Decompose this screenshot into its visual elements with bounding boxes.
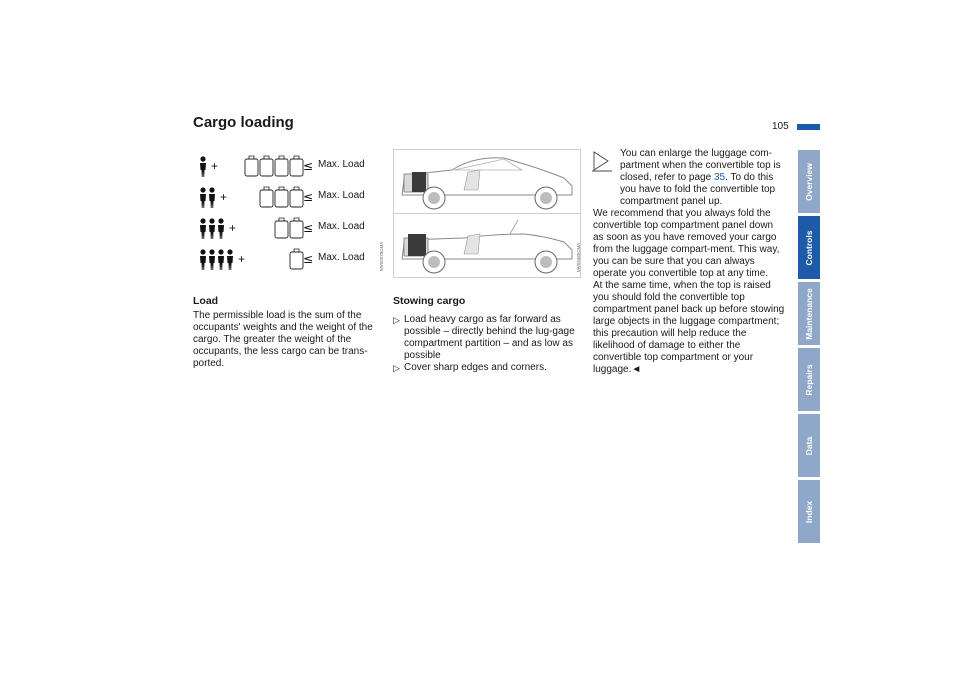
list-item <box>393 314 583 362</box>
max-load-label: Max. Load <box>318 221 365 232</box>
tab-label: Index <box>804 500 814 523</box>
occupants-luggage-graphic <box>193 153 313 179</box>
image-code: MV02078CMA <box>379 241 384 271</box>
image-code: MV03485CMA <box>576 242 581 272</box>
person-icon <box>209 249 215 270</box>
note-paragraph <box>593 148 785 208</box>
person-icon <box>209 187 215 208</box>
load-row <box>193 246 376 274</box>
less-equal-sign: ≤ <box>303 252 313 266</box>
load-row <box>193 153 376 181</box>
less-equal-sign: ≤ <box>303 159 313 173</box>
plus-sign: + <box>220 190 228 204</box>
load-row <box>193 184 376 212</box>
tab-label: Overview <box>804 162 814 201</box>
luggage-icon <box>275 159 288 176</box>
person-icon <box>200 156 206 177</box>
less-equal-sign: ≤ <box>303 190 313 204</box>
occupants-luggage-graphic <box>193 184 313 210</box>
triangle-bullet-icon: ▷ <box>393 315 400 325</box>
side-tabs <box>798 150 820 546</box>
plus-sign: + <box>238 252 246 266</box>
max-load-label: Max. Load <box>318 159 365 170</box>
note-paragraph: We recommend that you always fold the convertible top compartment panel down as soon as you have removed your cargo from the luggage compart-ment. This way, you can be sure that you can always operate you convertible top at any time. <box>593 208 780 279</box>
plus-sign: + <box>229 221 237 235</box>
tab-label: Repairs <box>804 363 814 396</box>
tab-index[interactable] <box>798 480 820 543</box>
luggage-icon <box>290 221 303 238</box>
luggage-icon <box>275 190 288 207</box>
page-marker <box>797 124 820 130</box>
plus-sign: + <box>211 159 219 173</box>
tab-data[interactable] <box>798 414 820 477</box>
load-text: The permissible load is the sum of the occupants' weights and the weight of the cargo. The greater the weight of the occupants, the less cargo can be trans-ported. <box>193 310 373 369</box>
note-text-part: . To do this you have to fold the convertible top compartment panel up. <box>620 172 776 207</box>
note-text-part: You can enlarge the luggage com-partment when the convertible top is closed, refer to page <box>620 148 781 183</box>
car-top-closed-graphic <box>394 150 580 213</box>
stowing-heading: Stowing cargo <box>393 295 466 307</box>
list-item-text: Cover sharp edges and corners. <box>404 362 547 373</box>
luggage-icon <box>290 252 303 269</box>
load-row <box>193 215 376 243</box>
tab-repairs[interactable] <box>798 348 820 411</box>
luggage-icon <box>260 159 273 176</box>
tab-controls[interactable] <box>798 216 820 279</box>
page-title: Cargo loading <box>193 114 294 131</box>
load-heading: Load <box>193 295 219 307</box>
tab-label: Controls <box>804 230 814 265</box>
page-number: 105 <box>772 121 789 132</box>
tab-maintenance[interactable] <box>798 282 820 345</box>
person-icon <box>200 187 206 208</box>
stowing-list <box>393 314 583 374</box>
max-load-label: Max. Load <box>318 190 365 201</box>
less-equal-sign: ≤ <box>303 221 313 235</box>
list-item <box>393 362 583 374</box>
cargo-stowing-illustration <box>393 149 581 278</box>
tab-label: Maintenance <box>804 287 814 340</box>
person-icon <box>209 218 215 239</box>
note-paragraph: At the same time, when the top is raised you should fold the convertible top compartment panel back up before stowing large objects in the luggage compartment; this precaution will help reduce the likelihood of damage to either the convertible top compartment or your luggage.◄ <box>593 280 785 375</box>
list-item-text: Load heavy cargo as far forward as possible – directly behind the lug-gage compartment partition – and as low as possible <box>404 314 575 361</box>
tab-label: Data <box>804 436 814 455</box>
person-icon <box>218 249 224 270</box>
person-icon <box>200 249 206 270</box>
person-icon <box>227 249 233 270</box>
luggage-icon <box>290 159 303 176</box>
occupants-luggage-graphic <box>193 246 313 272</box>
luggage-icon <box>275 221 288 238</box>
note-text <box>593 148 785 376</box>
load-illustration <box>193 149 384 275</box>
luggage-icon <box>245 159 258 176</box>
person-icon <box>200 218 206 239</box>
luggage-icon <box>260 190 273 207</box>
max-load-label: Max. Load <box>318 252 365 263</box>
triangle-bullet-icon: ▷ <box>393 363 400 373</box>
car-top-open-graphic <box>394 214 580 277</box>
tab-overview[interactable] <box>798 150 820 213</box>
person-icon <box>218 218 224 239</box>
occupants-luggage-graphic <box>193 215 313 241</box>
luggage-icon <box>290 190 303 207</box>
page-link[interactable]: 35 <box>713 172 726 183</box>
